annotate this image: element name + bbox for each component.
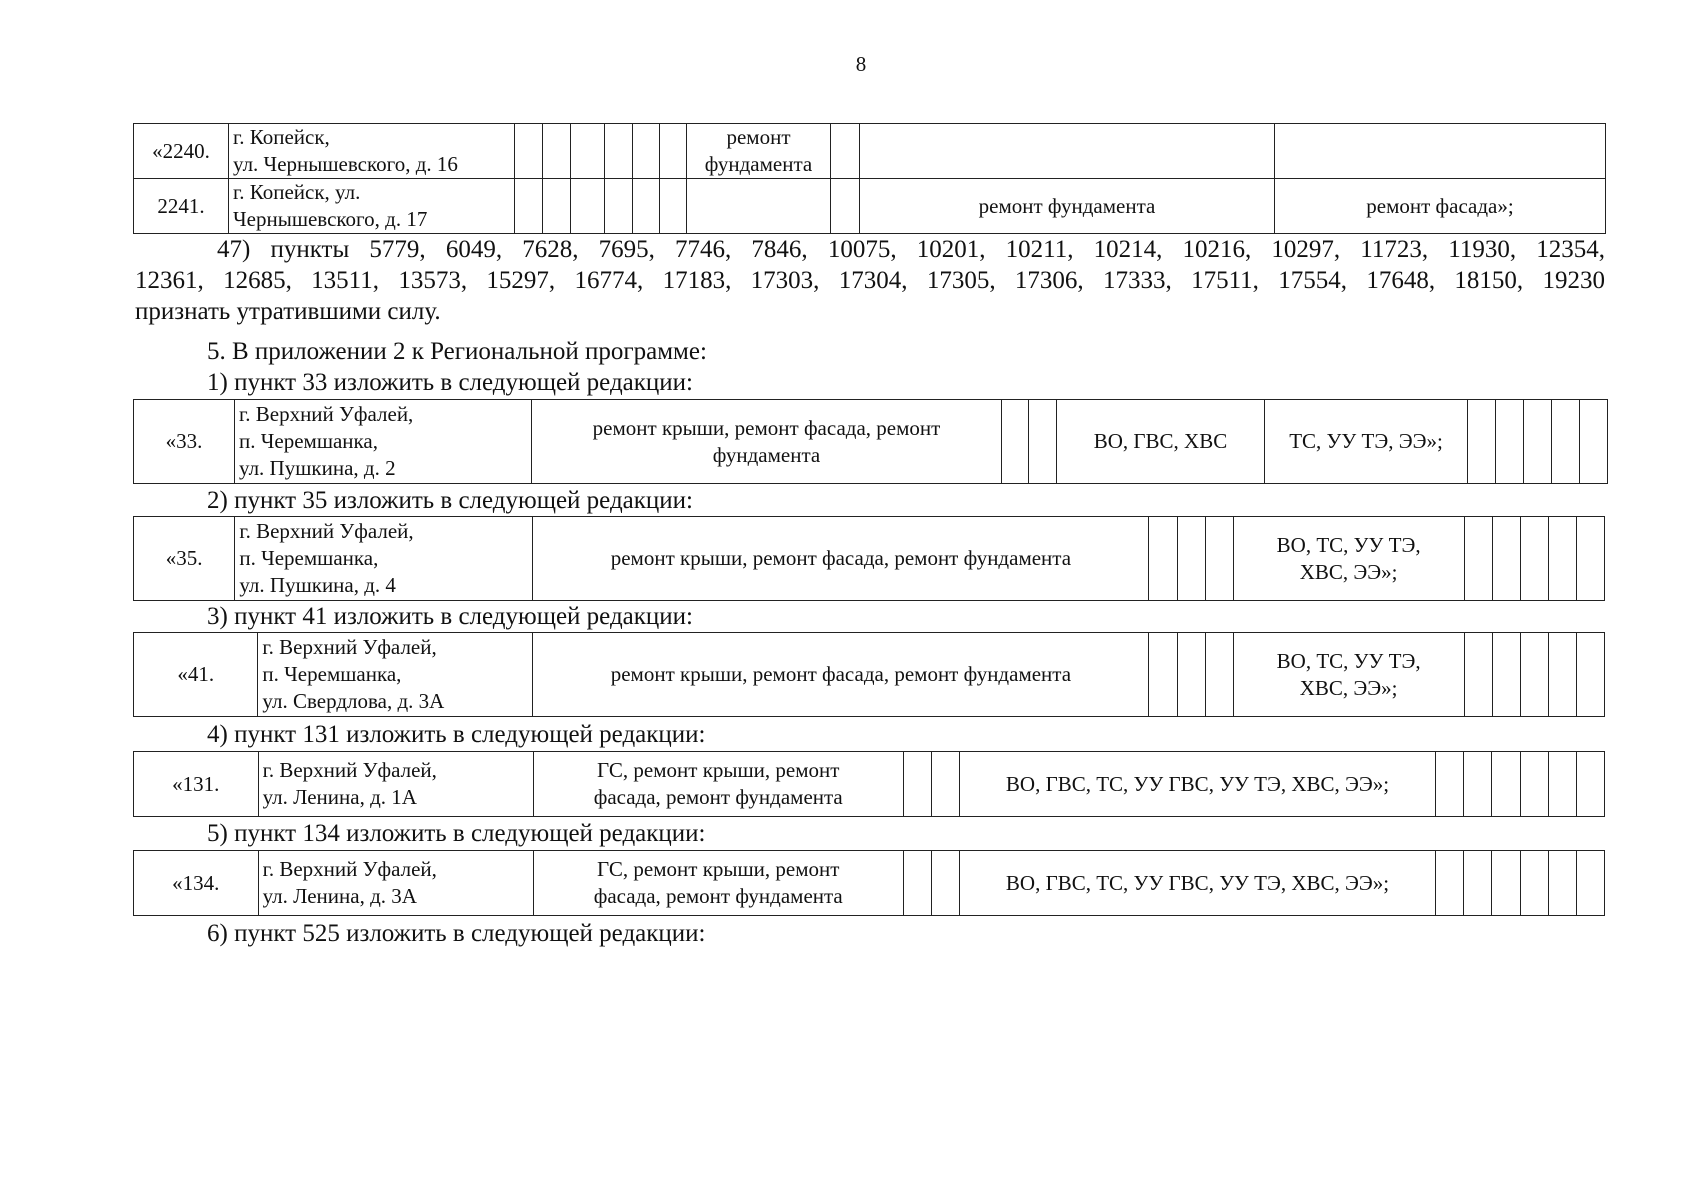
work-line: фасада, ремонт фундамента xyxy=(593,785,843,809)
address-line: п. Черемшанка, xyxy=(262,662,402,686)
empty-cell xyxy=(1002,400,1029,484)
empty-cell xyxy=(1205,633,1233,717)
work-line: ремонт крыши, ремонт фасада, ремонт xyxy=(592,415,941,440)
address-line: г. Верхний Уфалей, xyxy=(262,758,437,782)
address-line: ул. Пушкина, д. 4 xyxy=(239,573,396,597)
empty-cell xyxy=(831,179,860,234)
empty-cell xyxy=(687,179,831,234)
systems-cell: ВО, ГВС, ТС, УУ ГВС, УУ ТЭ, ХВС, ЭЭ»; xyxy=(959,851,1435,916)
empty-cell xyxy=(660,124,687,179)
address-line: ул. Ленина, д. 3А xyxy=(262,884,417,908)
item-number: 2241. xyxy=(134,179,229,234)
systems-cell: ТС, УУ ТЭ, ЭЭ»; xyxy=(1265,400,1468,484)
work-cell xyxy=(687,124,831,179)
table-item-41 xyxy=(133,632,1605,717)
work-cell xyxy=(533,752,903,817)
empty-cell xyxy=(1548,633,1576,717)
systems-line: ВО, ТС, УУ ТЭ, xyxy=(1276,648,1421,673)
empty-cell xyxy=(1492,517,1520,601)
work-line: фундамента xyxy=(712,442,821,467)
paragraph-line: 12361, 12685, 13511, 13573, 15297, 16774, 17183, 17303, 17304, 17305, 17306, 17333, 17511, 17554, 17648, 18150, 19230 xyxy=(135,267,1605,294)
work-line: ГС, ремонт крыши, ремонт xyxy=(597,857,840,881)
address-line: ул. Чернышевского, д. 16 xyxy=(233,152,458,176)
address-line: ул. Ленина, д. 1А xyxy=(262,785,417,809)
address-line: г. Копейск, xyxy=(233,125,330,149)
empty-cell xyxy=(1149,633,1177,717)
address-line: п. Черемшанка, xyxy=(239,546,379,570)
work-line: ремонт xyxy=(726,125,791,149)
paragraph-line: 47) пункты 5779, 6049, 7628, 7695, 7746, 7846, 10075, 10201, 10211, 10214, 10216, 10297, 11723, 11930, 12354, xyxy=(217,236,1605,263)
address-cell xyxy=(258,752,533,817)
empty-cell xyxy=(1552,400,1580,484)
systems-line: ХВС, ЭЭ»; xyxy=(1299,675,1398,700)
empty-cell xyxy=(1149,517,1177,601)
empty-cell xyxy=(1576,517,1604,601)
address-line: п. Черемшанка, xyxy=(239,429,379,453)
item-heading: 3) пункт 41 изложить в следующей редакции: xyxy=(207,603,693,630)
empty-cell xyxy=(903,851,931,916)
work-cell xyxy=(533,851,903,916)
work-line: фундамента xyxy=(704,152,813,176)
empty-cell xyxy=(1177,517,1205,601)
empty-cell xyxy=(1520,851,1548,916)
item-number: «2240. xyxy=(134,124,229,179)
empty-cell xyxy=(1468,400,1496,484)
systems-cell: ВО, ГВС, ХВС xyxy=(1057,400,1265,484)
empty-cell xyxy=(931,752,959,817)
empty-cell xyxy=(515,179,543,234)
table-row xyxy=(134,179,1606,234)
address-line: г. Верхний Уфалей, xyxy=(239,519,414,543)
item-heading: 1) пункт 33 изложить в следующей редакции: xyxy=(207,369,693,396)
empty-cell xyxy=(903,752,931,817)
item-number: «131. xyxy=(134,752,259,817)
empty-cell xyxy=(1548,517,1576,601)
page-number: 8 xyxy=(855,52,867,76)
address-line: г. Верхний Уфалей, xyxy=(239,402,414,426)
empty-cell xyxy=(1548,851,1576,916)
empty-cell xyxy=(1576,633,1604,717)
address-line: г. Верхний Уфалей, xyxy=(262,857,437,881)
address-cell xyxy=(235,517,533,601)
empty-cell xyxy=(1436,752,1464,817)
paragraph-line: признать утратившими силу. xyxy=(135,298,441,325)
empty-cell xyxy=(831,124,860,179)
item-number: «35. xyxy=(134,517,235,601)
address-line: Чернышевского, д. 17 xyxy=(233,207,428,231)
address-line: г. Копейск, ул. xyxy=(233,180,361,204)
section-5-heading: 5. В приложении 2 к Региональной программе: xyxy=(207,338,707,365)
empty-cell xyxy=(1580,400,1608,484)
item-number: «41. xyxy=(134,633,258,717)
empty-cell xyxy=(1464,752,1492,817)
empty-cell xyxy=(543,124,571,179)
empty-cell xyxy=(571,179,605,234)
empty-cell xyxy=(1275,124,1606,179)
empty-cell xyxy=(1464,517,1492,601)
empty-cell xyxy=(660,179,687,234)
address-line: г. Верхний Уфалей, xyxy=(262,635,437,659)
address-cell xyxy=(235,400,532,484)
work-cell: ремонт крыши, ремонт фасада, ремонт фундамента xyxy=(533,633,1149,717)
empty-cell xyxy=(1520,517,1548,601)
address-cell xyxy=(229,179,515,234)
empty-cell xyxy=(1524,400,1552,484)
systems-line: ВО, ТС, УУ ТЭ, xyxy=(1276,532,1421,557)
item-heading: 5) пункт 134 изложить в следующей редакции: xyxy=(207,820,706,847)
table-row xyxy=(134,633,1605,717)
empty-cell xyxy=(1496,400,1524,484)
empty-cell xyxy=(1029,400,1057,484)
empty-cell xyxy=(543,179,571,234)
empty-cell xyxy=(1464,851,1492,916)
address-cell xyxy=(258,851,533,916)
item-heading: 4) пункт 131 изложить в следующей редакции: xyxy=(207,721,706,748)
address-cell xyxy=(229,124,515,179)
item-47-paragraph xyxy=(135,234,1605,327)
empty-cell xyxy=(571,124,605,179)
work-cell: ремонт фундамента xyxy=(860,179,1275,234)
empty-cell xyxy=(860,124,1275,179)
empty-cell xyxy=(605,124,633,179)
empty-cell xyxy=(633,124,660,179)
empty-cell xyxy=(515,124,543,179)
item-heading: 6) пункт 525 изложить в следующей редакции: xyxy=(207,920,706,947)
table-row xyxy=(134,752,1605,817)
work-line: ГС, ремонт крыши, ремонт xyxy=(597,758,840,782)
empty-cell xyxy=(1436,851,1464,916)
empty-cell xyxy=(1492,633,1520,717)
work-cell: ремонт крыши, ремонт фасада, ремонт фундамента xyxy=(533,517,1149,601)
empty-cell xyxy=(1576,851,1604,916)
address-cell xyxy=(258,633,533,717)
systems-cell xyxy=(1233,517,1464,601)
item-number: «134. xyxy=(134,851,259,916)
table-row xyxy=(134,517,1605,601)
address-line: ул. Свердлова, д. 3А xyxy=(262,689,445,713)
item-heading: 2) пункт 35 изложить в следующей редакции: xyxy=(207,487,693,514)
work-cell xyxy=(532,400,1002,484)
table-row xyxy=(134,851,1605,916)
table-item-35 xyxy=(133,516,1605,601)
table-row xyxy=(134,124,1606,179)
empty-cell xyxy=(633,179,660,234)
systems-line: ХВС, ЭЭ»; xyxy=(1299,559,1398,584)
work-line: фасада, ремонт фундамента xyxy=(593,884,843,908)
empty-cell xyxy=(1205,517,1233,601)
empty-cell xyxy=(1492,851,1520,916)
empty-cell xyxy=(605,179,633,234)
empty-cell xyxy=(1520,633,1548,717)
table-item-131 xyxy=(133,751,1605,817)
empty-cell xyxy=(1548,752,1576,817)
empty-cell xyxy=(1520,752,1548,817)
address-line: ул. Пушкина, д. 2 xyxy=(239,456,396,480)
work-cell: ремонт фасада»; xyxy=(1275,179,1606,234)
table-item-134 xyxy=(133,850,1605,916)
item-number: «33. xyxy=(134,400,235,484)
systems-cell: ВО, ГВС, ТС, УУ ГВС, УУ ТЭ, ХВС, ЭЭ»; xyxy=(959,752,1435,817)
table-items-2240-2241 xyxy=(133,123,1606,234)
table-item-33 xyxy=(133,399,1608,484)
systems-cell xyxy=(1233,633,1464,717)
empty-cell xyxy=(1492,752,1520,817)
empty-cell xyxy=(931,851,959,916)
table-row xyxy=(134,400,1608,484)
empty-cell xyxy=(1177,633,1205,717)
empty-cell xyxy=(1576,752,1604,817)
empty-cell xyxy=(1464,633,1492,717)
